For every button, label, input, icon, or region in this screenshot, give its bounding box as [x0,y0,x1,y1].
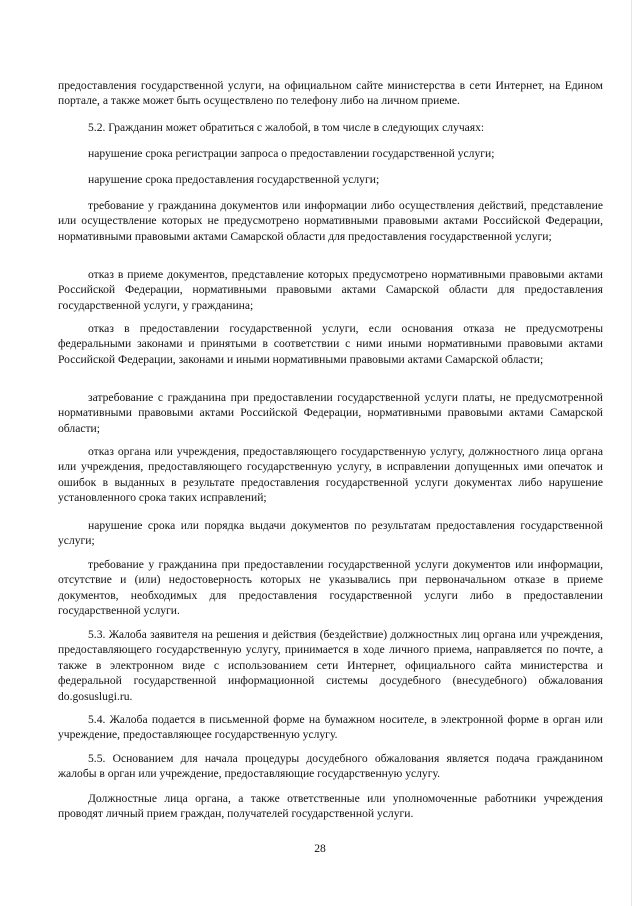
paragraph-text: нарушение срока предоставления государственной услуги; [88,173,380,186]
list-item-refusal-acceptance [58,267,603,313]
list-item-document-requirement [58,198,603,244]
list-item-service-deadline [58,172,603,187]
paragraph-text: нарушение срока регистрации запроса о предоставлении государственной услуги; [88,147,495,160]
list-item-correction-refusal [58,444,603,506]
list-item-undisclosed-documents [58,557,603,619]
list-item-registration-deadline [58,146,603,161]
list-item-refusal-service [58,321,603,367]
paragraph-continuation [58,78,603,109]
paragraph-5-2 [58,120,603,135]
paragraph-text: требование у гражданина документов или информации либо осуществления действий, представление или осуществление которых не предусмотрено нормативными правовыми актами Российской Федерации, нормативными правовыми актами Самарской области для предоставления государственной услуги; [58,199,603,243]
paragraph-5-5 [58,751,603,782]
paragraph-text: предоставления государственной услуги, на официальном сайте министерства в сети Интернет, на Едином портале, а также может быть осуществлено по телефону либо на личном приеме. [58,79,603,108]
paragraph-text: отказ органа или учреждения, предоставляющего государственную услугу, должностного лица органа или учреждения, предоставляющего государственную услугу, в исправлении допущенных ими опечаток и ошибок в выданных в результате предоставления государственной услуги документах либо нарушение установленного срока таких исправлений; [58,445,603,505]
paragraph-text: Должностные лица органа, а также ответственные или уполномоченные работники учреждения проводят личный прием граждан, получателей государственной услуги. [58,792,603,821]
list-item-payment-demand [58,390,603,436]
paragraph-text: отказ в предоставлении государственной услуги, если основания отказа не предусмотрены федеральными законами и принятыми в соответствии с ними иными нормативными правовыми актами Российской Федерации, законами и иными нормативными правовыми актами Самарской области; [58,322,603,366]
paragraph-officials [58,791,603,822]
paragraph-text: нарушение срока или порядка выдачи документов по результатам предоставления государственной услуги; [58,519,603,548]
paragraph-text: 5.5. Основанием для начала процедуры досудебного обжалования является подача гражданином жалобы в орган или учреждение, предоставляющие государственную услугу. [58,752,603,781]
paragraph-text: отказ в приеме документов, представление которых предусмотрено нормативными правовыми актами Российской Федерации, нормативными правовыми актами Самарской области для предоставления государственной услуги, у гражданина; [58,268,603,312]
paragraph-text: требование у гражданина при предоставлении государственной услуги документов или информации, отсутствие и (или) недостоверность которых не указывались при первоначальном отказе в приеме документов, необходимых для предоставления государственной услуги либо в предоставлении государственной услуги. [58,558,603,618]
paragraph-text: 5.2. Гражданин может обратиться с жалобой, в том числе в следующих случаях: [88,121,485,134]
paragraph-text: затребование с гражданина при предоставлении государственной услуги платы, не предусмотренной нормативными правовыми актами Российской Федерации, нормативными правовыми актами Самарской области; [58,391,603,435]
paragraph-text: 5.3. Жалоба заявителя на решения и действия (бездействие) должностных лиц органа или учреждения, предоставляющего государственную услугу, принимается в ходе личного приема, направляется по почте, а также в электронном виде с использованием сети Интернет, официального сайта министерства и федеральной государственной информационной системы досудебного (внесудебного) обжалования do.gosuslugi.ru. [58,628,603,703]
paragraph-text: 5.4. Жалоба подается в письменной форме на бумажном носителе, в электронной форме в орган или учреждение, предоставляющее государственную услугу. [58,713,603,742]
page-edge-line [631,0,632,906]
paragraph-5-4 [58,712,603,743]
paragraph-5-3 [58,627,603,704]
page-number: 28 [314,842,326,855]
list-item-issuance-violation [58,518,603,549]
